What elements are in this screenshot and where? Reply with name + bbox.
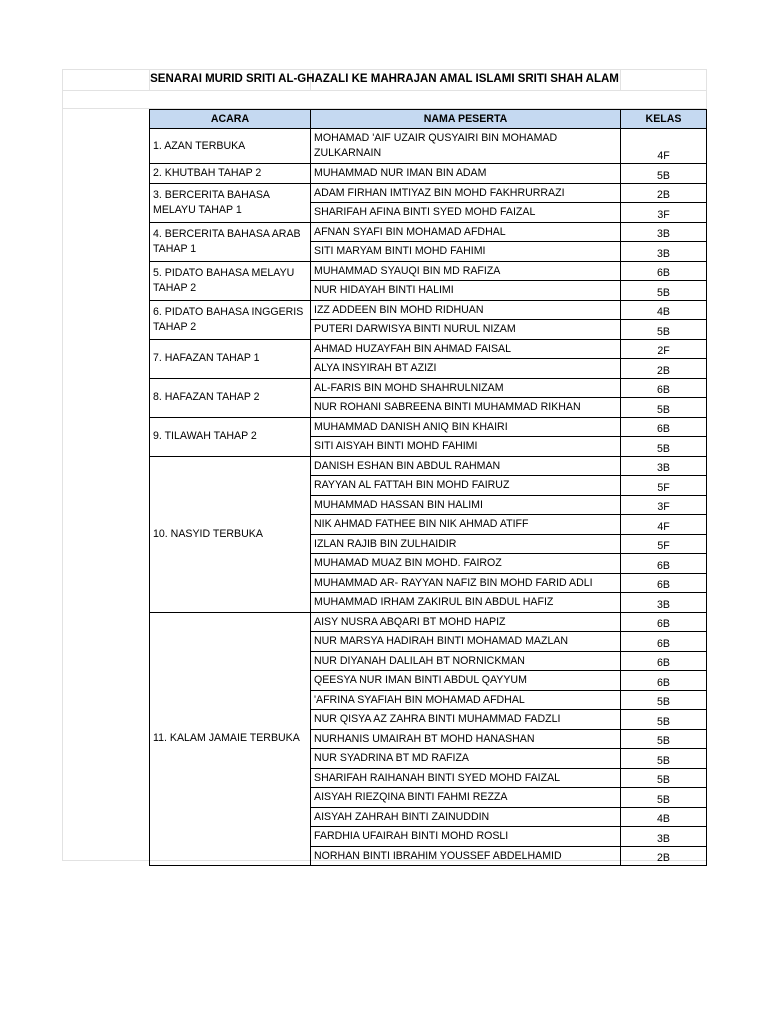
participant-name-cell: AFNAN SYAFI BIN MOHAMAD AFDHAL: [311, 222, 621, 242]
participant-name-cell: DANISH ESHAN BIN ABDUL RAHMAN: [311, 456, 621, 476]
event-cell: 7. HAFAZAN TAHAP 1: [150, 339, 311, 378]
event-cell: 8. HAFAZAN TAHAP 2: [150, 378, 311, 417]
table-row: [150, 378, 707, 398]
class-cell: 3B: [621, 593, 707, 613]
table-row: [150, 339, 707, 359]
participant-name-cell: RAYYAN AL FATTAH BIN MOHD FAIRUZ: [311, 476, 621, 496]
participant-name-cell: NUR SYADRINA BT MD RAFIZA: [311, 749, 621, 769]
participant-name-cell: 'AFRINA SYAFIAH BIN MOHAMAD AFDHAL: [311, 690, 621, 710]
participant-name-cell: MUHAMMAD AR- RAYYAN NAFIZ BIN MOHD FARID ADLI: [311, 573, 621, 593]
participant-name-cell: IZLAN RAJIB BIN ZULHAIDIR: [311, 534, 621, 554]
table-row: [150, 300, 707, 320]
event-cell: 2. KHUTBAH TAHAP 2: [150, 164, 311, 184]
participant-name-cell: AL-FARIS BIN MOHD SHAHRULNIZAM: [311, 378, 621, 398]
participant-name-cell: MOHAMAD 'AIF UZAIR QUSYAIRI BIN MOHAMAD ZULKARNAIN: [311, 129, 621, 164]
event-cell: 4. BERCERITA BAHASA ARAB TAHAP 1: [150, 222, 311, 261]
event-cell: 6. PIDATO BAHASA INGGERIS TAHAP 2: [150, 300, 311, 339]
grid-line: [620, 69, 621, 91]
page-title: SENARAI MURID SRITI AL-GHAZALI KE MAHRAJAN AMAL ISLAMI SRITI SHAH ALAM: [150, 73, 619, 85]
class-cell: 5F: [621, 534, 707, 554]
class-cell: 5B: [621, 690, 707, 710]
class-cell: 5B: [621, 729, 707, 749]
class-cell: 6B: [621, 651, 707, 671]
table-row: [150, 612, 707, 632]
participant-name-cell: MUHAMMAD NUR IMAN BIN ADAM: [311, 164, 621, 184]
table-row: [150, 417, 707, 437]
class-cell: 2B: [621, 183, 707, 203]
class-cell: 6B: [621, 378, 707, 398]
participant-name-cell: ALYA INSYIRAH BT AZIZI: [311, 359, 621, 379]
event-cell: 9. TILAWAH TAHAP 2: [150, 417, 311, 456]
participant-name-cell: ADAM FIRHAN IMTIYAZ BIN MOHD FAKHRURRAZI: [311, 183, 621, 203]
table-header-row: [150, 110, 707, 129]
table-row: [150, 456, 707, 476]
class-cell: 5B: [621, 788, 707, 808]
participant-name-cell: MUHAMMAD IRHAM ZAKIRUL BIN ABDUL HAFIZ: [311, 593, 621, 613]
class-cell: 3B: [621, 222, 707, 242]
class-cell: 6B: [621, 632, 707, 652]
class-cell: 6B: [621, 554, 707, 574]
participant-name-cell: MUHAMMAD DANISH ANIQ BIN KHAIRI: [311, 417, 621, 437]
class-cell: 5B: [621, 437, 707, 457]
class-cell: 2B: [621, 359, 707, 379]
class-cell: 5B: [621, 164, 707, 184]
class-cell: 2B: [621, 846, 707, 866]
class-cell: 5B: [621, 749, 707, 769]
participant-name-cell: IZZ ADDEEN BIN MOHD RIDHUAN: [311, 300, 621, 320]
participant-name-cell: NORHAN BINTI IBRAHIM YOUSSEF ABDELHAMID: [311, 846, 621, 866]
participant-name-cell: NUR QISYA AZ ZAHRA BINTI MUHAMMAD FADZLI: [311, 710, 621, 730]
class-cell: 5B: [621, 281, 707, 301]
class-cell: 6B: [621, 261, 707, 281]
class-cell: 3B: [621, 456, 707, 476]
table-row: [150, 164, 707, 184]
event-cell: 3. BERCERITA BAHASA MELAYU TAHAP 1: [150, 183, 311, 222]
participant-name-cell: QEESYA NUR IMAN BINTI ABDUL QAYYUM: [311, 671, 621, 691]
class-cell: 4F: [621, 129, 707, 164]
participant-name-cell: SITI AISYAH BINTI MOHD FAHIMI: [311, 437, 621, 457]
participant-name-cell: NUR DIYANAH DALILAH BT NORNICKMAN: [311, 651, 621, 671]
class-cell: 3F: [621, 203, 707, 223]
table-row: [150, 129, 707, 164]
participant-name-cell: MUHAMMAD HASSAN BIN HALIMI: [311, 495, 621, 515]
event-cell: 11. KALAM JAMAIE TERBUKA: [150, 612, 311, 866]
event-cell: 1. AZAN TERBUKA: [150, 129, 311, 164]
header-kelas: KELAS: [621, 110, 707, 129]
participant-name-cell: NUR MARSYA HADIRAH BINTI MOHAMAD MAZLAN: [311, 632, 621, 652]
participant-name-cell: FARDHIA UFAIRAH BINTI MOHD ROSLI: [311, 827, 621, 847]
class-cell: 5B: [621, 710, 707, 730]
event-cell: 5. PIDATO BAHASA MELAYU TAHAP 2: [150, 261, 311, 300]
class-cell: 3B: [621, 827, 707, 847]
class-cell: 5B: [621, 320, 707, 340]
class-cell: 3F: [621, 495, 707, 515]
event-cell: 10. NASYID TERBUKA: [150, 456, 311, 612]
class-cell: 5B: [621, 398, 707, 418]
class-cell: 5F: [621, 476, 707, 496]
table-row: [150, 261, 707, 281]
header-nama-peserta: NAMA PESERTA: [311, 110, 621, 129]
participant-name-cell: AISYAH RIEZQINA BINTI FAHMI REZZA: [311, 788, 621, 808]
class-cell: 6B: [621, 671, 707, 691]
participant-name-cell: SITI MARYAM BINTI MOHD FAHIMI: [311, 242, 621, 262]
participant-name-cell: SHARIFAH AFINA BINTI SYED MOHD FAIZAL: [311, 203, 621, 223]
participant-name-cell: NUR ROHANI SABREENA BINTI MUHAMMAD RIKHAN: [311, 398, 621, 418]
participant-table: [149, 109, 707, 866]
participant-name-cell: AISY NUSRA ABQARI BT MOHD HAPIZ: [311, 612, 621, 632]
header-acara: ACARA: [150, 110, 311, 129]
participant-name-cell: MUHAMMAD SYAUQI BIN MD RAFIZA: [311, 261, 621, 281]
grid-line: [62, 90, 706, 91]
participant-name-cell: AISYAH ZAHRAH BINTI ZAINUDDIN: [311, 807, 621, 827]
class-cell: 6B: [621, 612, 707, 632]
participant-name-cell: NUR HIDAYAH BINTI HALIMI: [311, 281, 621, 301]
table-row: [150, 183, 707, 203]
class-cell: 2F: [621, 339, 707, 359]
participant-name-cell: PUTERI DARWISYA BINTI NURUL NIZAM: [311, 320, 621, 340]
table-row: [150, 222, 707, 242]
participant-name-cell: NURHANIS UMAIRAH BT MOHD HANASHAN: [311, 729, 621, 749]
participant-name-cell: NIK AHMAD FATHEE BIN NIK AHMAD ATIFF: [311, 515, 621, 535]
class-cell: 3B: [621, 242, 707, 262]
participant-name-cell: SHARIFAH RAIHANAH BINTI SYED MOHD FAIZAL: [311, 768, 621, 788]
class-cell: 6B: [621, 417, 707, 437]
class-cell: 6B: [621, 573, 707, 593]
participant-name-cell: AHMAD HUZAYFAH BIN AHMAD FAISAL: [311, 339, 621, 359]
class-cell: 4F: [621, 515, 707, 535]
grid-line: [62, 69, 63, 861]
class-cell: 4B: [621, 300, 707, 320]
participant-name-cell: MUHAMAD MUAZ BIN MOHD. FAIROZ: [311, 554, 621, 574]
class-cell: 4B: [621, 807, 707, 827]
table-body: [150, 129, 707, 866]
class-cell: 5B: [621, 768, 707, 788]
